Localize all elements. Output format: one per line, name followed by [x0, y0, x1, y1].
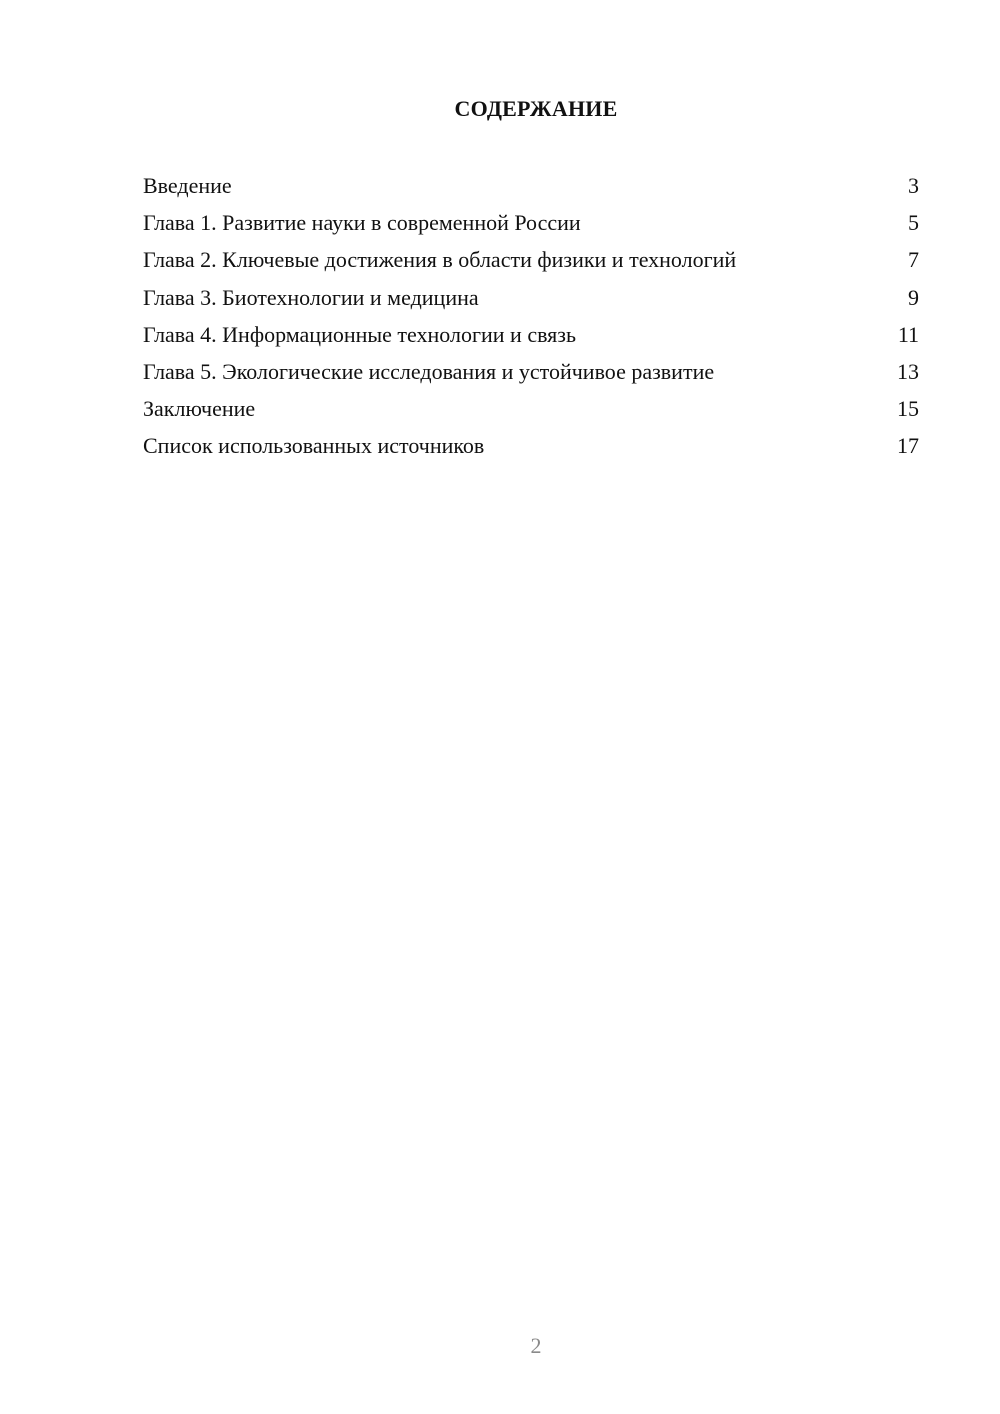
toc-entry-page: 15 [897, 396, 919, 422]
toc-entry-label: Глава 2. Ключевые достижения в области физики и технологий [143, 247, 737, 273]
toc-entry-label: Список использованных источников [143, 433, 485, 459]
toc-entry-label: Глава 5. Экологические исследования и устойчивое развитие [143, 358, 715, 384]
toc-entry-page: 11 [897, 321, 919, 347]
toc-entry-label: Глава 4. Информационные технологии и связь [143, 321, 577, 347]
toc-entry-label: Введение [143, 173, 232, 198]
page-title: СОДЕРЖАНИЕ [454, 96, 618, 121]
toc-entry-page: 9 [908, 284, 919, 310]
toc-entry-conclusion[interactable] [143, 390, 919, 427]
toc-entry-chapter-2[interactable] [143, 241, 919, 278]
page-number: 2 [530, 1333, 542, 1358]
toc-entry-label: Заключение [143, 396, 256, 422]
toc-entry-label: Глава 1. Развитие науки в современной России [143, 210, 581, 236]
toc-entry-introduction[interactable] [143, 167, 919, 204]
toc-entry-page: 17 [897, 433, 919, 459]
toc-entry-references[interactable] [143, 427, 919, 464]
toc-entry-page: 7 [908, 247, 919, 273]
toc-entry-label: Глава 3. Биотехнологии и медицина [143, 284, 479, 310]
toc-entry-chapter-5[interactable] [143, 353, 919, 390]
toc-entry-chapter-4[interactable] [143, 316, 919, 353]
toc-entry-page: 13 [897, 358, 919, 384]
toc-entry-page: 3 [908, 173, 919, 198]
table-of-contents [143, 167, 919, 465]
toc-entry-page: 5 [908, 210, 919, 236]
toc-entry-chapter-3[interactable] [143, 279, 919, 316]
toc-entry-chapter-1[interactable] [143, 204, 919, 241]
